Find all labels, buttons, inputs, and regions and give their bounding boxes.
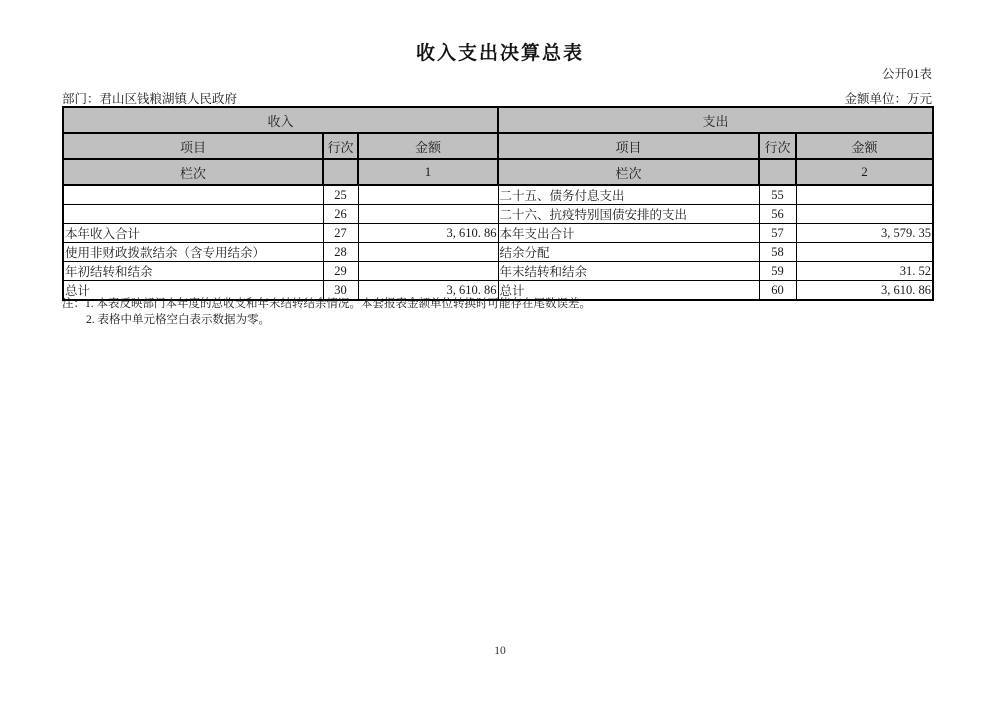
- expense-line-cell: 57: [759, 224, 796, 243]
- expense-line-header: 行次: [759, 133, 796, 159]
- amount-unit-label: 金额单位：万元: [844, 92, 932, 106]
- column-index-row: [63, 159, 933, 185]
- table-row: [63, 262, 933, 281]
- expense-amount-cell: 3, 610. 86: [796, 281, 933, 301]
- table-code-label: 公开01表: [881, 67, 932, 81]
- expense-index-number: 2: [796, 159, 933, 185]
- income-amount-header: 金额: [358, 133, 498, 159]
- expense-item-cell: 二十五、债务付息支出: [498, 185, 759, 205]
- footnotes: [62, 296, 591, 328]
- income-line-cell: 25: [323, 185, 358, 205]
- department-label: 部门：君山区钱粮湖镇人民政府: [62, 92, 238, 106]
- income-amount-cell: 3, 610. 86: [358, 281, 498, 301]
- expense-item-cell: 二十六、抗疫特别国债安排的支出: [498, 205, 759, 224]
- income-item-cell: [63, 185, 323, 205]
- expense-line-cell: 60: [759, 281, 796, 301]
- footnote-2: 2. 表格中单元格空白表示数据为零。: [86, 314, 270, 326]
- table-row: [63, 185, 933, 205]
- expense-line-cell: 56: [759, 205, 796, 224]
- section-header-row: [63, 107, 933, 133]
- income-amount-cell: [358, 185, 498, 205]
- income-amount-cell: [358, 262, 498, 281]
- expense-amount-cell: 3, 579. 35: [796, 224, 933, 243]
- income-line-cell: 28: [323, 243, 358, 262]
- expense-amount-cell: [796, 205, 933, 224]
- page-number: 10: [494, 645, 506, 657]
- expense-item-cell: 年末结转和结余: [498, 262, 759, 281]
- footnote-1: 注：1. 本表反映部门本年度的总收支和年末结转结余情况。本套报表金额单位转换时可能存在尾数误差。: [62, 298, 591, 310]
- expense-section-header: 支出: [498, 107, 933, 133]
- expense-amount-cell: [796, 243, 933, 262]
- table-row: [63, 205, 933, 224]
- income-item-cell: [63, 205, 323, 224]
- income-line-cell: 26: [323, 205, 358, 224]
- income-section-header: 收入: [63, 107, 498, 133]
- expense-line-cell: 59: [759, 262, 796, 281]
- expense-amount-cell: [796, 185, 933, 205]
- expense-item-header: 项目: [498, 133, 759, 159]
- income-line-cell: 27: [323, 224, 358, 243]
- expense-item-cell: 结余分配: [498, 243, 759, 262]
- income-amount-cell: 3, 610. 86: [358, 224, 498, 243]
- income-line-header: 行次: [323, 133, 358, 159]
- income-item-header: 项目: [63, 133, 323, 159]
- income-item-cell: 使用非财政拨款结余（含专用结余）: [63, 243, 323, 262]
- expense-item-cell: 本年支出合计: [498, 224, 759, 243]
- income-item-cell: 本年收入合计: [63, 224, 323, 243]
- expense-line-cell: 55: [759, 185, 796, 205]
- expense-item-cell: 总计: [498, 281, 759, 301]
- income-item-cell: 年初结转和结余: [63, 262, 323, 281]
- income-expense-table: [62, 106, 934, 301]
- column-header-row: [63, 133, 933, 159]
- expense-amount-cell: 31. 52: [796, 262, 933, 281]
- table-row: [63, 243, 933, 262]
- page-title: 收入支出决算总表: [415, 43, 584, 64]
- income-index-label: 栏次: [63, 159, 323, 185]
- expense-amount-header: 金额: [796, 133, 933, 159]
- expense-index-label: 栏次: [498, 159, 759, 185]
- table-row: [63, 224, 933, 243]
- income-line-cell: 30: [323, 281, 358, 301]
- expense-index-line-blank: [759, 159, 796, 185]
- meta-row: [62, 89, 932, 107]
- income-index-number: 1: [358, 159, 498, 185]
- income-amount-cell: [358, 205, 498, 224]
- income-item-cell: 总计: [63, 281, 323, 301]
- income-index-line-blank: [323, 159, 358, 185]
- income-line-cell: 29: [323, 262, 358, 281]
- expense-line-cell: 58: [759, 243, 796, 262]
- income-amount-cell: [358, 243, 498, 262]
